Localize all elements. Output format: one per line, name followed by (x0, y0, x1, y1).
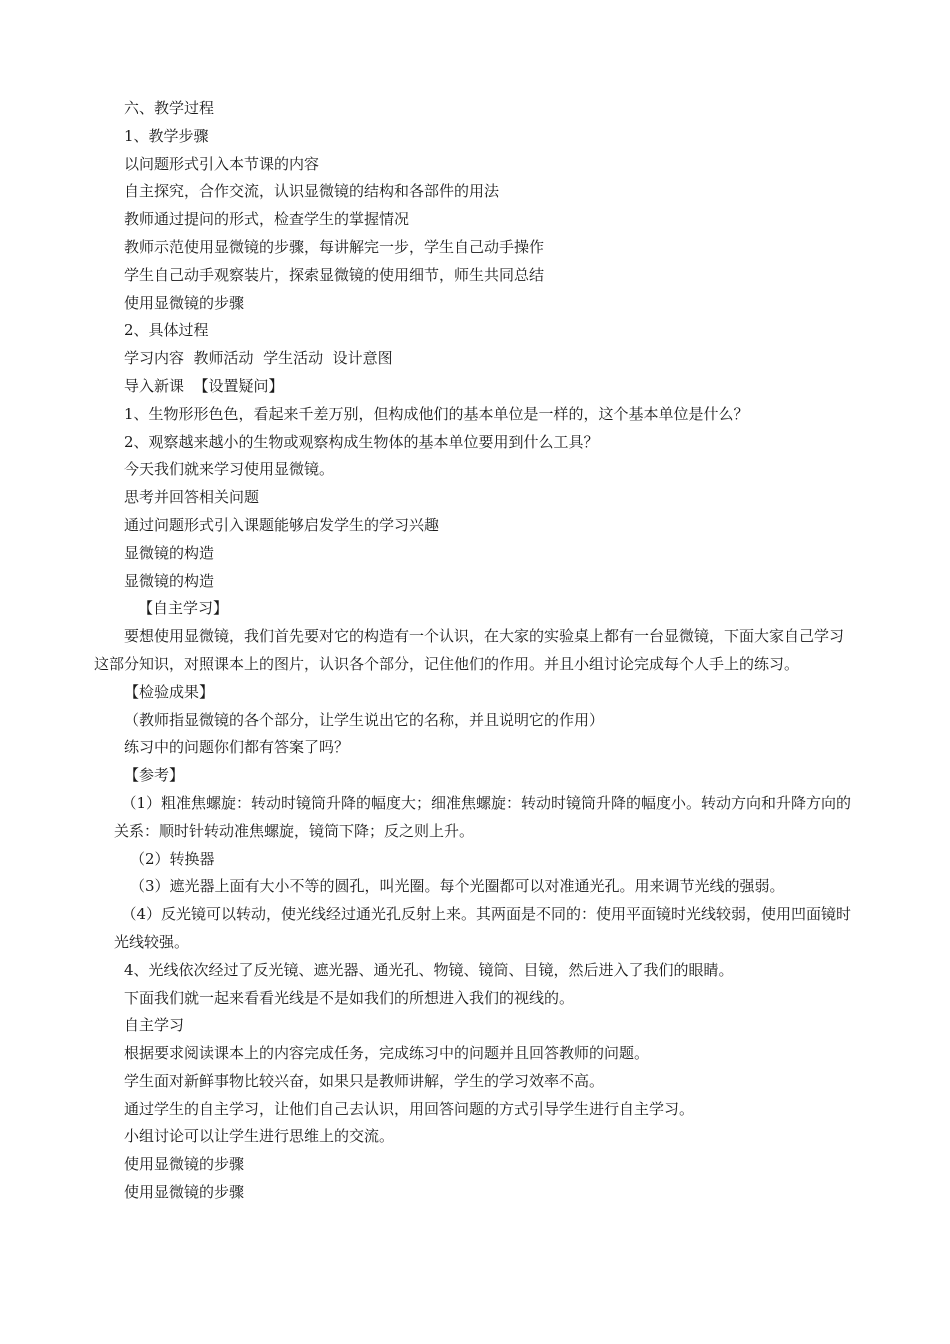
section-heading: 六、教学过程 (124, 99, 215, 117)
text-line: 显微镜的构造 (124, 571, 215, 590)
text-line: 显微镜的构造 (124, 543, 215, 562)
text-line: 4、光线依次经过了反光镜、遮光器、通光孔、物镜、镜筒、目镜，然后进入了我们的眼睛。 (124, 960, 734, 979)
text-line: 思考并回答相关问题 (124, 488, 260, 507)
paragraph: （1）粗准焦螺旋：转动时镜筒升降的幅度大；细准焦螺旋：转动时镜筒升降的幅度小。转动方向和升降方向的关系：顺时针转动准焦螺旋，镜筒下降；反之则上升。 (114, 793, 852, 840)
question-line: 1、生物形形色色，看起来千差万别，但构成他们的基本单位是一样的，这个基本单位是什么？ (124, 404, 749, 423)
document-body (94, 95, 852, 1207)
bracket-heading: 【自主学习】 (138, 599, 229, 618)
text-line: （教师指显微镜的各个部分，让学生说出它的名称，并且说明它的作用） (124, 710, 605, 729)
text-line: 学生自己动手观察装片，探索显微镜的使用细节，师生共同总结 (124, 265, 545, 284)
text-line: 练习中的问题你们都有答案了吗？ (124, 738, 350, 757)
question-line: 2、观察越来越小的生物或观察构成生物体的基本单位要用到什么工具？ (124, 432, 599, 451)
text-line: 导入新课 【设置疑问】 (124, 376, 284, 395)
subsection-heading: 1、教学步骤 (124, 126, 209, 145)
text-line: 通过学生的自主学习，让他们自己去认识，用回答问题的方式引导学生进行自主学习。 (124, 1099, 695, 1118)
text-line: 教师示范使用显微镜的步骤，每讲解完一步，学生自己动手操作 (124, 237, 545, 256)
text-line: 自主学习 (124, 1016, 185, 1035)
text-line: （2）转换器 (130, 849, 215, 868)
text-line: 使用显微镜的步骤 (124, 1155, 245, 1174)
text-line: 学生面对新鲜事物比较兴奋，如果只是教师讲解，学生的学习效率不高。 (124, 1071, 605, 1090)
text-line: 使用显微镜的步骤 (124, 293, 245, 312)
text-line: （3）遮光器上面有大小不等的圆孔，叫光圈。每个光圈都可以对准通光孔。用来调节光线的强弱。 (130, 877, 785, 896)
text-line: 小组讨论可以让学生进行思维上的交流。 (124, 1127, 395, 1146)
subsection-heading: 2、具体过程 (124, 321, 209, 340)
text-line: 今天我们就来学习使用显微镜。 (124, 460, 335, 479)
text-line: 使用显微镜的步骤 (124, 1183, 245, 1202)
text-line: 以问题形式引入本节课的内容 (124, 154, 320, 173)
text-line: 教师通过提问的形式，检查学生的掌握情况 (124, 210, 410, 229)
table-header-line: 学习内容 教师活动 学生活动 设计意图 (124, 349, 393, 368)
paragraph: （4）反光镜可以转动，使光线经过通光孔反射上来。其两面是不同的：使用平面镜时光线较弱，使用凹面镜时光线较强。 (114, 905, 852, 951)
paragraph: 要想使用显微镜，我们首先要对它的构造有一个认识，在大家的实验桌上都有一台显微镜，下面大家自己学习这部分知识，对照课本上的图片，认识各个部分，记住他们的作用。并且小组讨论完成每个人手上的练习。 (94, 627, 845, 673)
bracket-heading: 【参考】 (124, 766, 185, 785)
text-line: 通过问题形式引入课题能够启发学生的学习兴趣 (124, 515, 440, 534)
text-line: 自主探究，合作交流，认识显微镜的结构和各部件的用法 (124, 182, 500, 201)
text-line: 根据要求阅读课本上的内容完成任务，完成练习中的问题并且回答教师的问题。 (124, 1044, 650, 1063)
bracket-heading: 【检验成果】 (124, 682, 215, 701)
text-line: 下面我们就一起来看看光线是不是如我们的所想进入我们的视线的。 (124, 988, 575, 1007)
